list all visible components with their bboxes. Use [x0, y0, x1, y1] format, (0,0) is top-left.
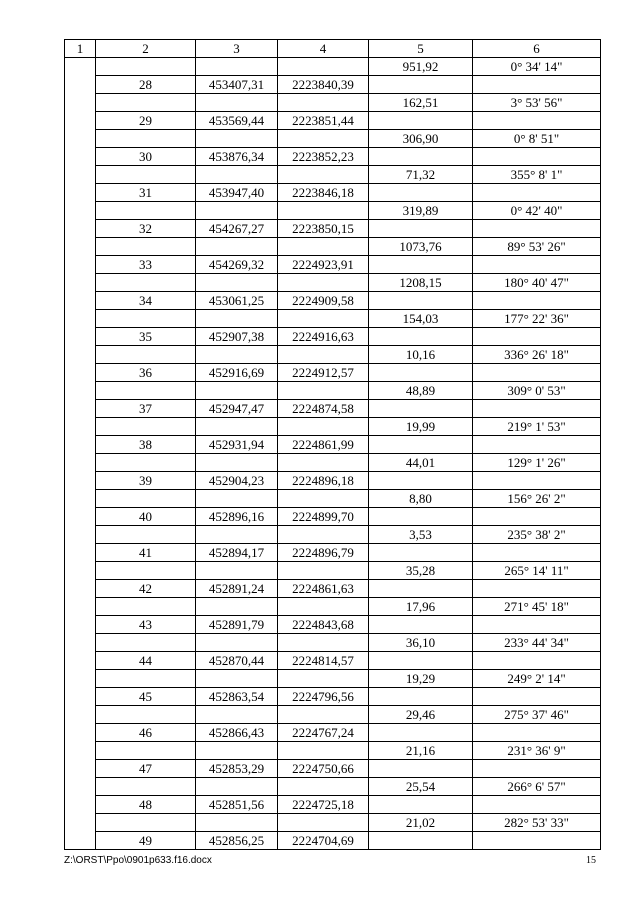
column-5-cell [369, 148, 473, 166]
column-3-cell [196, 634, 278, 652]
column-6-cell: 3° 53' 56" [473, 94, 601, 112]
column-6-cell [473, 256, 601, 274]
table-row [65, 562, 601, 580]
column-5-cell: 19,99 [369, 418, 473, 436]
column-4-cell [278, 58, 369, 76]
column-4-cell: 2224704,69 [278, 832, 369, 850]
column-3-cell [196, 202, 278, 220]
column-4-cell: 2224814,57 [278, 652, 369, 670]
column-2-cell: 44 [96, 652, 196, 670]
table-row [65, 544, 601, 562]
column-3-cell: 452853,29 [196, 760, 278, 778]
column-5-cell [369, 292, 473, 310]
file-path: Z:\ORST\Ppo\0901p633.f16.docx [64, 855, 212, 866]
column-3-cell [196, 814, 278, 832]
column-2-cell: 48 [96, 796, 196, 814]
column-6-cell: 156° 26' 2" [473, 490, 601, 508]
table-row [65, 454, 601, 472]
column-4-cell [278, 454, 369, 472]
column-6-cell [473, 796, 601, 814]
column-6-cell: 0° 8' 51" [473, 130, 601, 148]
table-row [65, 436, 601, 454]
column-4-cell [278, 94, 369, 112]
table-row [65, 742, 601, 760]
column-5-cell: 154,03 [369, 310, 473, 328]
column-6-cell [473, 292, 601, 310]
column-4-cell: 2224912,57 [278, 364, 369, 382]
table-row [65, 184, 601, 202]
column-2-cell [96, 58, 196, 76]
column-4-cell: 2224725,18 [278, 796, 369, 814]
column-5-cell [369, 688, 473, 706]
table-header-row [65, 40, 601, 58]
column-3-cell: 453061,25 [196, 292, 278, 310]
column-5-cell: 3,53 [369, 526, 473, 544]
column-4-cell: 2224923,91 [278, 256, 369, 274]
column-2-cell: 30 [96, 148, 196, 166]
column-4-cell: 2223851,44 [278, 112, 369, 130]
column-2-cell: 29 [96, 112, 196, 130]
column-4-cell [278, 130, 369, 148]
table-row [65, 634, 601, 652]
table-row [65, 832, 601, 850]
column-3-cell [196, 454, 278, 472]
column-2-cell [96, 166, 196, 184]
column-6-cell [473, 472, 601, 490]
table-row [65, 148, 601, 166]
column-header-2: 2 [96, 40, 196, 58]
table-row [65, 220, 601, 238]
column-5-cell: 35,28 [369, 562, 473, 580]
column-5-cell: 162,51 [369, 94, 473, 112]
column-5-cell [369, 328, 473, 346]
column-4-cell [278, 490, 369, 508]
column-4-cell [278, 166, 369, 184]
column-4-cell [278, 742, 369, 760]
column-2-cell [96, 130, 196, 148]
column-3-cell: 452863,54 [196, 688, 278, 706]
column-6-cell [473, 616, 601, 634]
column-5-cell [369, 220, 473, 238]
column-2-cell: 33 [96, 256, 196, 274]
table-row [65, 328, 601, 346]
column-3-cell: 452947,47 [196, 400, 278, 418]
table-row [65, 382, 601, 400]
column-2-cell: 47 [96, 760, 196, 778]
column-header-4: 4 [278, 40, 369, 58]
column-6-cell: 271° 45' 18" [473, 598, 601, 616]
column-6-cell [473, 76, 601, 94]
column-4-cell [278, 526, 369, 544]
column-6-cell [473, 436, 601, 454]
table-row [65, 202, 601, 220]
column-2-cell: 45 [96, 688, 196, 706]
table-row [65, 472, 601, 490]
column-5-cell [369, 256, 473, 274]
column-6-cell [473, 580, 601, 598]
table-row [65, 580, 601, 598]
column-4-cell [278, 310, 369, 328]
column-6-cell [473, 184, 601, 202]
table-row [65, 292, 601, 310]
column-4-cell [278, 346, 369, 364]
column-6-cell [473, 832, 601, 850]
column-5-cell: 10,16 [369, 346, 473, 364]
column-2-cell [96, 382, 196, 400]
column-2-cell: 43 [96, 616, 196, 634]
column-3-cell [196, 346, 278, 364]
column-4-cell [278, 382, 369, 400]
column-3-cell [196, 742, 278, 760]
column-3-cell [196, 706, 278, 724]
column-2-cell: 37 [96, 400, 196, 418]
column-5-cell: 48,89 [369, 382, 473, 400]
column-3-cell: 454269,32 [196, 256, 278, 274]
column-3-cell [196, 94, 278, 112]
column-2-cell [96, 202, 196, 220]
table-row [65, 400, 601, 418]
column-5-cell: 19,29 [369, 670, 473, 688]
column-2-cell: 38 [96, 436, 196, 454]
column-4-cell [278, 706, 369, 724]
column-5-cell [369, 616, 473, 634]
column-4-cell [278, 562, 369, 580]
table-row [65, 310, 601, 328]
table-row [65, 76, 601, 94]
table-row [65, 814, 601, 832]
table-row [65, 58, 601, 76]
column-6-cell: 219° 1' 53" [473, 418, 601, 436]
table-row [65, 598, 601, 616]
column-header-5: 5 [369, 40, 473, 58]
column-4-cell: 2224861,99 [278, 436, 369, 454]
column-2-cell: 35 [96, 328, 196, 346]
column-2-cell [96, 238, 196, 256]
column-4-cell: 2224767,24 [278, 724, 369, 742]
column-2-cell [96, 562, 196, 580]
column-5-cell: 17,96 [369, 598, 473, 616]
column-6-cell: 180° 40' 47" [473, 274, 601, 292]
page-number: 15 [586, 855, 596, 866]
column-5-cell [369, 112, 473, 130]
column-4-cell [278, 778, 369, 796]
column-3-cell: 452870,44 [196, 652, 278, 670]
column-3-cell: 452891,24 [196, 580, 278, 598]
table-row [65, 526, 601, 544]
column-2-cell: 42 [96, 580, 196, 598]
column-2-cell: 34 [96, 292, 196, 310]
column-3-cell: 452894,17 [196, 544, 278, 562]
column-5-cell: 319,89 [369, 202, 473, 220]
column-4-cell: 2223850,15 [278, 220, 369, 238]
column-6-cell [473, 328, 601, 346]
column-3-cell: 453407,31 [196, 76, 278, 94]
column-4-cell [278, 634, 369, 652]
column-3-cell: 452866,43 [196, 724, 278, 742]
column-3-cell [196, 418, 278, 436]
column-5-cell: 951,92 [369, 58, 473, 76]
column-4-cell [278, 238, 369, 256]
column-6-cell: 355° 8' 1" [473, 166, 601, 184]
column-6-cell [473, 760, 601, 778]
table-row [65, 112, 601, 130]
column-4-cell: 2224861,63 [278, 580, 369, 598]
column-6-cell [473, 508, 601, 526]
column-3-cell: 452907,38 [196, 328, 278, 346]
column-5-cell [369, 760, 473, 778]
table-row [65, 166, 601, 184]
column-6-cell [473, 220, 601, 238]
column-4-cell: 2224896,79 [278, 544, 369, 562]
column-3-cell: 453947,40 [196, 184, 278, 202]
column-5-cell [369, 76, 473, 94]
table-row [65, 796, 601, 814]
column-6-cell: 265° 14' 11" [473, 562, 601, 580]
column-4-cell: 2224909,58 [278, 292, 369, 310]
column-6-cell: 275° 37' 46" [473, 706, 601, 724]
column-3-cell [196, 166, 278, 184]
column-6-cell: 235° 38' 2" [473, 526, 601, 544]
column-4-cell: 2224899,70 [278, 508, 369, 526]
table-row [65, 274, 601, 292]
column-3-cell: 452851,56 [196, 796, 278, 814]
column-6-cell: 0° 42' 40" [473, 202, 601, 220]
column-4-cell: 2224874,58 [278, 400, 369, 418]
column-3-cell [196, 490, 278, 508]
column-3-cell [196, 670, 278, 688]
column-5-cell [369, 796, 473, 814]
column-4-cell [278, 202, 369, 220]
column-3-cell: 452891,79 [196, 616, 278, 634]
column-3-cell: 452931,94 [196, 436, 278, 454]
column-4-cell: 2224843,68 [278, 616, 369, 634]
column-3-cell: 452896,16 [196, 508, 278, 526]
column-2-cell [96, 814, 196, 832]
column-2-cell: 46 [96, 724, 196, 742]
column-header-6: 6 [473, 40, 601, 58]
column-4-cell [278, 670, 369, 688]
table-body [65, 58, 601, 850]
column-6-cell: 336° 26' 18" [473, 346, 601, 364]
column-5-cell [369, 724, 473, 742]
table-row [65, 364, 601, 382]
column-6-cell [473, 544, 601, 562]
column-2-cell: 32 [96, 220, 196, 238]
page-footer [64, 855, 600, 871]
column-5-cell: 29,46 [369, 706, 473, 724]
column-5-cell: 1073,76 [369, 238, 473, 256]
column-5-cell [369, 508, 473, 526]
table-row [65, 94, 601, 112]
column-2-cell [96, 310, 196, 328]
table-row [65, 490, 601, 508]
column-4-cell: 2224750,66 [278, 760, 369, 778]
column-4-cell: 2223840,39 [278, 76, 369, 94]
column-3-cell [196, 310, 278, 328]
table-row [65, 346, 601, 364]
table-row [65, 760, 601, 778]
table-row [65, 670, 601, 688]
table-row [65, 778, 601, 796]
column-5-cell: 21,02 [369, 814, 473, 832]
column-6-cell [473, 688, 601, 706]
column-2-cell [96, 526, 196, 544]
column-5-cell [369, 832, 473, 850]
column-5-cell: 25,54 [369, 778, 473, 796]
column-2-cell: 31 [96, 184, 196, 202]
column-4-cell: 2224896,18 [278, 472, 369, 490]
column-6-cell: 177° 22' 36" [473, 310, 601, 328]
column-3-cell: 454267,27 [196, 220, 278, 238]
table-row [65, 688, 601, 706]
column-3-cell: 452916,69 [196, 364, 278, 382]
table-row [65, 256, 601, 274]
column-6-cell: 129° 1' 26" [473, 454, 601, 472]
column-6-cell [473, 112, 601, 130]
table-row [65, 508, 601, 526]
column-2-cell [96, 598, 196, 616]
coordinates-table [64, 39, 601, 850]
column-1-cell [65, 58, 96, 850]
column-6-cell: 231° 36' 9" [473, 742, 601, 760]
column-2-cell: 41 [96, 544, 196, 562]
column-3-cell [196, 238, 278, 256]
column-3-cell [196, 562, 278, 580]
column-3-cell: 453876,34 [196, 148, 278, 166]
column-4-cell: 2224796,56 [278, 688, 369, 706]
table-row [65, 724, 601, 742]
column-6-cell: 266° 6' 57" [473, 778, 601, 796]
column-header-1: 1 [65, 40, 96, 58]
column-2-cell [96, 670, 196, 688]
column-6-cell [473, 652, 601, 670]
table-row [65, 652, 601, 670]
column-3-cell [196, 382, 278, 400]
column-5-cell: 306,90 [369, 130, 473, 148]
column-2-cell [96, 742, 196, 760]
column-2-cell [96, 454, 196, 472]
column-5-cell: 71,32 [369, 166, 473, 184]
column-2-cell [96, 778, 196, 796]
column-6-cell: 309° 0' 53" [473, 382, 601, 400]
column-2-cell [96, 706, 196, 724]
column-5-cell: 21,16 [369, 742, 473, 760]
column-3-cell [196, 778, 278, 796]
column-6-cell: 249° 2' 14" [473, 670, 601, 688]
column-2-cell [96, 490, 196, 508]
table-row [65, 130, 601, 148]
column-2-cell: 36 [96, 364, 196, 382]
column-6-cell [473, 400, 601, 418]
column-2-cell [96, 274, 196, 292]
column-2-cell [96, 94, 196, 112]
column-3-cell [196, 274, 278, 292]
table-row [65, 418, 601, 436]
column-2-cell [96, 418, 196, 436]
column-4-cell [278, 274, 369, 292]
column-2-cell: 49 [96, 832, 196, 850]
column-6-cell: 282° 53' 33" [473, 814, 601, 832]
column-5-cell [369, 400, 473, 418]
column-header-3: 3 [196, 40, 278, 58]
column-2-cell: 28 [96, 76, 196, 94]
column-5-cell [369, 544, 473, 562]
column-4-cell [278, 418, 369, 436]
column-5-cell: 1208,15 [369, 274, 473, 292]
column-5-cell [369, 652, 473, 670]
column-4-cell [278, 598, 369, 616]
column-6-cell [473, 148, 601, 166]
column-3-cell: 453569,44 [196, 112, 278, 130]
column-5-cell: 36,10 [369, 634, 473, 652]
column-6-cell: 233° 44' 34" [473, 634, 601, 652]
table-row [65, 616, 601, 634]
column-5-cell [369, 364, 473, 382]
column-4-cell: 2223846,18 [278, 184, 369, 202]
column-6-cell: 89° 53' 26" [473, 238, 601, 256]
column-5-cell [369, 184, 473, 202]
column-3-cell: 452904,23 [196, 472, 278, 490]
column-5-cell: 8,80 [369, 490, 473, 508]
column-4-cell: 2223852,23 [278, 148, 369, 166]
column-5-cell [369, 472, 473, 490]
column-2-cell: 40 [96, 508, 196, 526]
column-3-cell [196, 130, 278, 148]
column-4-cell [278, 814, 369, 832]
column-5-cell [369, 580, 473, 598]
column-6-cell [473, 724, 601, 742]
column-2-cell [96, 346, 196, 364]
column-2-cell [96, 634, 196, 652]
column-3-cell [196, 526, 278, 544]
column-3-cell [196, 598, 278, 616]
column-3-cell: 452856,25 [196, 832, 278, 850]
table-row [65, 706, 601, 724]
column-5-cell: 44,01 [369, 454, 473, 472]
column-5-cell [369, 436, 473, 454]
column-6-cell: 0° 34' 14" [473, 58, 601, 76]
table-row [65, 238, 601, 256]
column-2-cell: 39 [96, 472, 196, 490]
column-3-cell [196, 58, 278, 76]
column-4-cell: 2224916,63 [278, 328, 369, 346]
column-6-cell [473, 364, 601, 382]
